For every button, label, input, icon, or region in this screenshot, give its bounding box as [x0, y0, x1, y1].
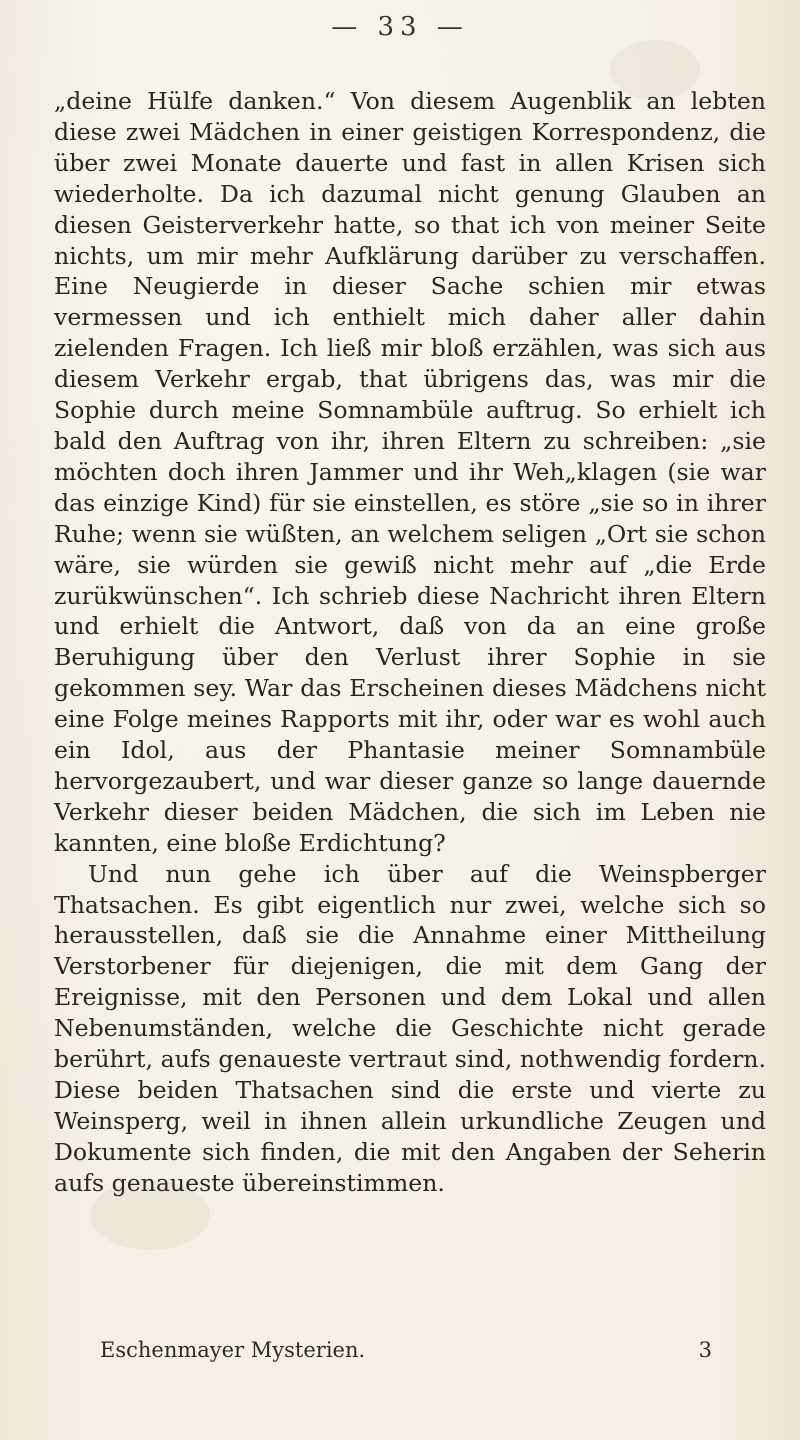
page-number: — 33 —	[331, 12, 469, 42]
paragraph: „deine Hülfe danken.“ Von diesem Augenblik an lebten diese zwei Mädchen in einer geistigen Korrespondenz, die über zwei Monate dauerte und fast in allen Krisen sich wiederholte. Da ich dazumal nicht genung Glauben an diesen Geisterverkehr hatte, so that ich von meiner Seite nichts, um mir mehr Aufklärung darüber zu verschaffen. Eine Neugierde in dieser Sache schien mir etwas vermessen und ich enthielt mich daher aller dahin zielenden Fragen. Ich ließ mir bloß erzählen, was sich aus diesem Verkehr ergab, that übrigens das, was mir die Sophie durch meine Somnambüle auftrug. So erhielt ich bald den Auftrag von ihr, ihren Eltern zu schreiben: „sie möchten doch ihren Jammer und ihr Weh„klagen (sie war das einzige Kind) für sie einstellen, es störe „sie so in ihrer Ruhe; wenn sie wüßten, an welchem seligen „Ort sie schon wäre, sie würden sie gewiß nicht mehr auf „die Erde zurükwünschen“. Ich schrieb diese Nachricht ihren Eltern und erhielt die Antwort, daß von da an eine große Beruhigung über den Verlust ihrer Sophie in sie gekommen sey. War das Erscheinen dieses Mädchens nicht eine Folge meines Rapports mit ihr, oder war es wohl auch ein Idol, aus der Phantasie meiner Somnambüle hervorgezaubert, und war dieser ganze so lange dauernde Verkehr dieser beiden Mädchen, die sich im Leben nie kannten, eine bloße Erdichtung?	[54, 87, 766, 857]
body-text	[54, 86, 766, 1199]
signature-mark: 3	[698, 1338, 712, 1362]
page-footer	[100, 1338, 712, 1362]
paragraph: Und nun gehe ich über auf die Weinspberger Thatsachen. Es gibt eigentlich nur zwei, welche sich so herausstellen, daß sie die Annahme einer Mittheilung Verstorbener für diejenigen, die mit dem Gang der Ereignisse, mit den Personen und dem Lokal und allen Nebenumständen, welche die Geschichte nicht gerade berührt, aufs genaueste vertraut sind, nothwendig fordern. Diese beiden Thatsachen sind die erste und vierte zu Weinsperg, weil in ihnen allein urkundliche Zeugen und Dokumente sich finden, die mit den Angaben der Seherin aufs genaueste übereinstimmen.	[54, 859, 766, 1197]
running-title: Eschenmayer Mysterien.	[100, 1338, 366, 1362]
